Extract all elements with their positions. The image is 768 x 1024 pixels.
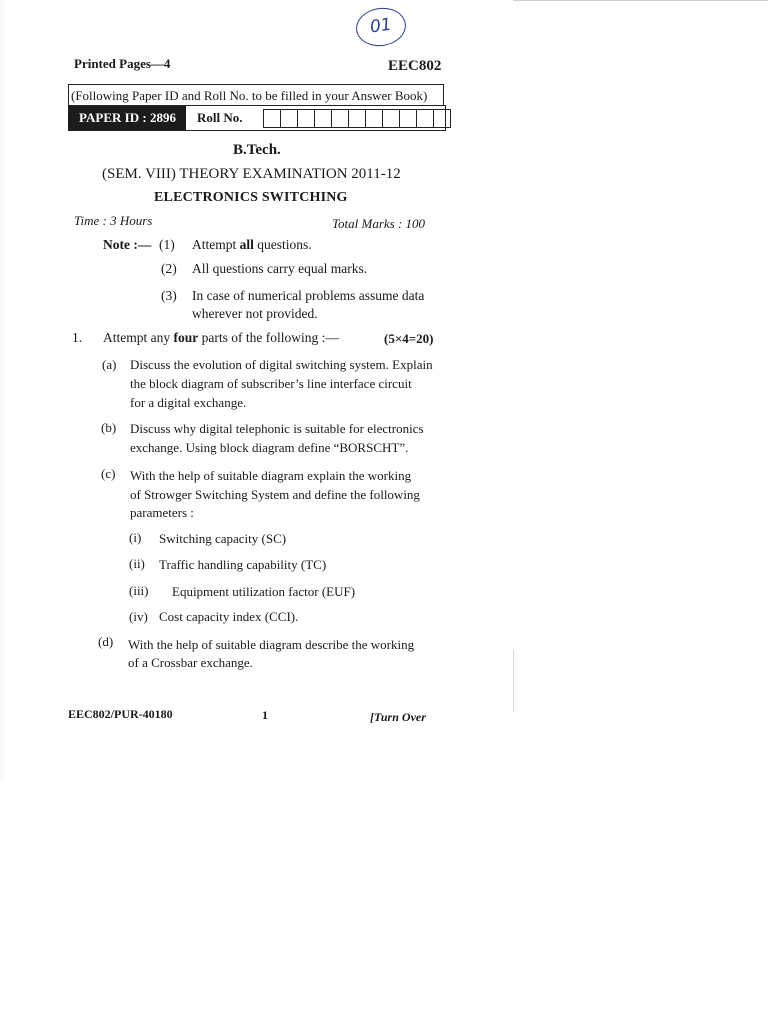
note-label: Note :— — [103, 237, 152, 252]
subject-title: ELECTRONICS SWITCHING — [154, 190, 348, 205]
part-text: parameters : — [130, 505, 194, 520]
part-label: (d) — [98, 634, 114, 649]
part-text: exchange. Using block diagram define “BORSCHT”. — [130, 440, 409, 455]
subitem-text: Switching capacity (SC) — [159, 531, 287, 546]
exam-time: Time : 3 Hours — [74, 213, 153, 228]
scan-mark — [513, 650, 514, 712]
part-text: the block diagram of subscriber’s line interface circuit — [130, 376, 412, 391]
roll-box[interactable] — [399, 109, 417, 128]
roll-number-label: Roll No. — [197, 110, 243, 125]
exam-title: (SEM. VIII) THEORY EXAMINATION 2011-12 — [102, 166, 401, 182]
roll-box[interactable] — [280, 109, 298, 128]
roll-box[interactable] — [416, 109, 434, 128]
roll-number-boxes[interactable] — [263, 109, 450, 128]
part-label: (c) — [101, 466, 116, 481]
note-number: (3) — [161, 288, 177, 303]
subitem-number: (iii) — [129, 583, 149, 598]
note-number: (1) — [159, 237, 175, 252]
roll-box[interactable] — [314, 109, 332, 128]
footer-code: EEC802/PUR-40180 — [68, 707, 173, 721]
degree-title: B.Tech. — [233, 142, 281, 158]
footer-page-number: 1 — [262, 708, 268, 722]
part-label: (a) — [102, 357, 117, 372]
paper-id-badge: PAPER ID : 2896 — [69, 106, 186, 130]
total-marks: Total Marks : 100 — [332, 216, 426, 231]
question-number: 1. — [72, 330, 83, 345]
roll-box[interactable] — [263, 109, 281, 128]
part-text: With the help of suitable diagram explain the working — [130, 468, 412, 483]
roll-box[interactable] — [382, 109, 400, 128]
footer-turn-over: [Turn Over — [370, 710, 426, 724]
instruction-text: (Following Paper ID and Roll No. to be filled in your Answer Book) — [71, 88, 428, 103]
question-text-post: parts of the following :— — [198, 330, 339, 345]
note-text: All questions carry equal marks. — [192, 261, 368, 276]
question-marks: (5×4=20) — [384, 331, 434, 346]
note-text — [192, 237, 312, 253]
subitem-text: Traffic handling capability (TC) — [159, 557, 327, 572]
instruction-box — [68, 84, 444, 106]
subitem-number: (i) — [129, 530, 142, 545]
note-text-post: questions. — [253, 237, 312, 252]
roll-box[interactable] — [348, 109, 366, 128]
note-text-bold: all — [239, 237, 254, 252]
subitem-number: (ii) — [129, 556, 145, 571]
paper-id-row — [68, 105, 446, 131]
subitem-number: (iv) — [129, 609, 148, 624]
part-text: of a Crossbar exchange. — [128, 655, 253, 670]
part-text: for a digital exchange. — [130, 395, 247, 410]
note-text: wherever not provided. — [192, 306, 318, 321]
question-text-pre: Attempt any — [103, 330, 174, 345]
handwritten-page-number: 01 — [354, 5, 409, 50]
subitem-text: Equipment utilization factor (EUF) — [172, 584, 356, 599]
part-text: Discuss why digital telephonic is suitable for electronics — [130, 421, 424, 436]
note-number: (2) — [161, 261, 177, 276]
part-text: of Strowger Switching System and define the following — [130, 487, 420, 502]
roll-box[interactable] — [297, 109, 315, 128]
paper-code: EEC802 — [388, 58, 442, 74]
scan-edge-line — [513, 0, 768, 1]
printed-pages: Printed Pages—4 — [74, 56, 171, 71]
part-label: (b) — [101, 420, 117, 435]
subitem-text: Cost capacity index (CCI). — [159, 609, 299, 624]
roll-box[interactable] — [365, 109, 383, 128]
part-text: Discuss the evolution of digital switching system. Explain — [130, 357, 433, 372]
note-text: In case of numerical problems assume data — [192, 288, 425, 303]
roll-box[interactable] — [433, 109, 451, 128]
question-text-bold: four — [173, 330, 199, 345]
question-text — [103, 330, 339, 346]
roll-box[interactable] — [331, 109, 349, 128]
note-text-pre: Attempt — [192, 237, 240, 252]
part-text: With the help of suitable diagram describe the working — [128, 637, 415, 652]
